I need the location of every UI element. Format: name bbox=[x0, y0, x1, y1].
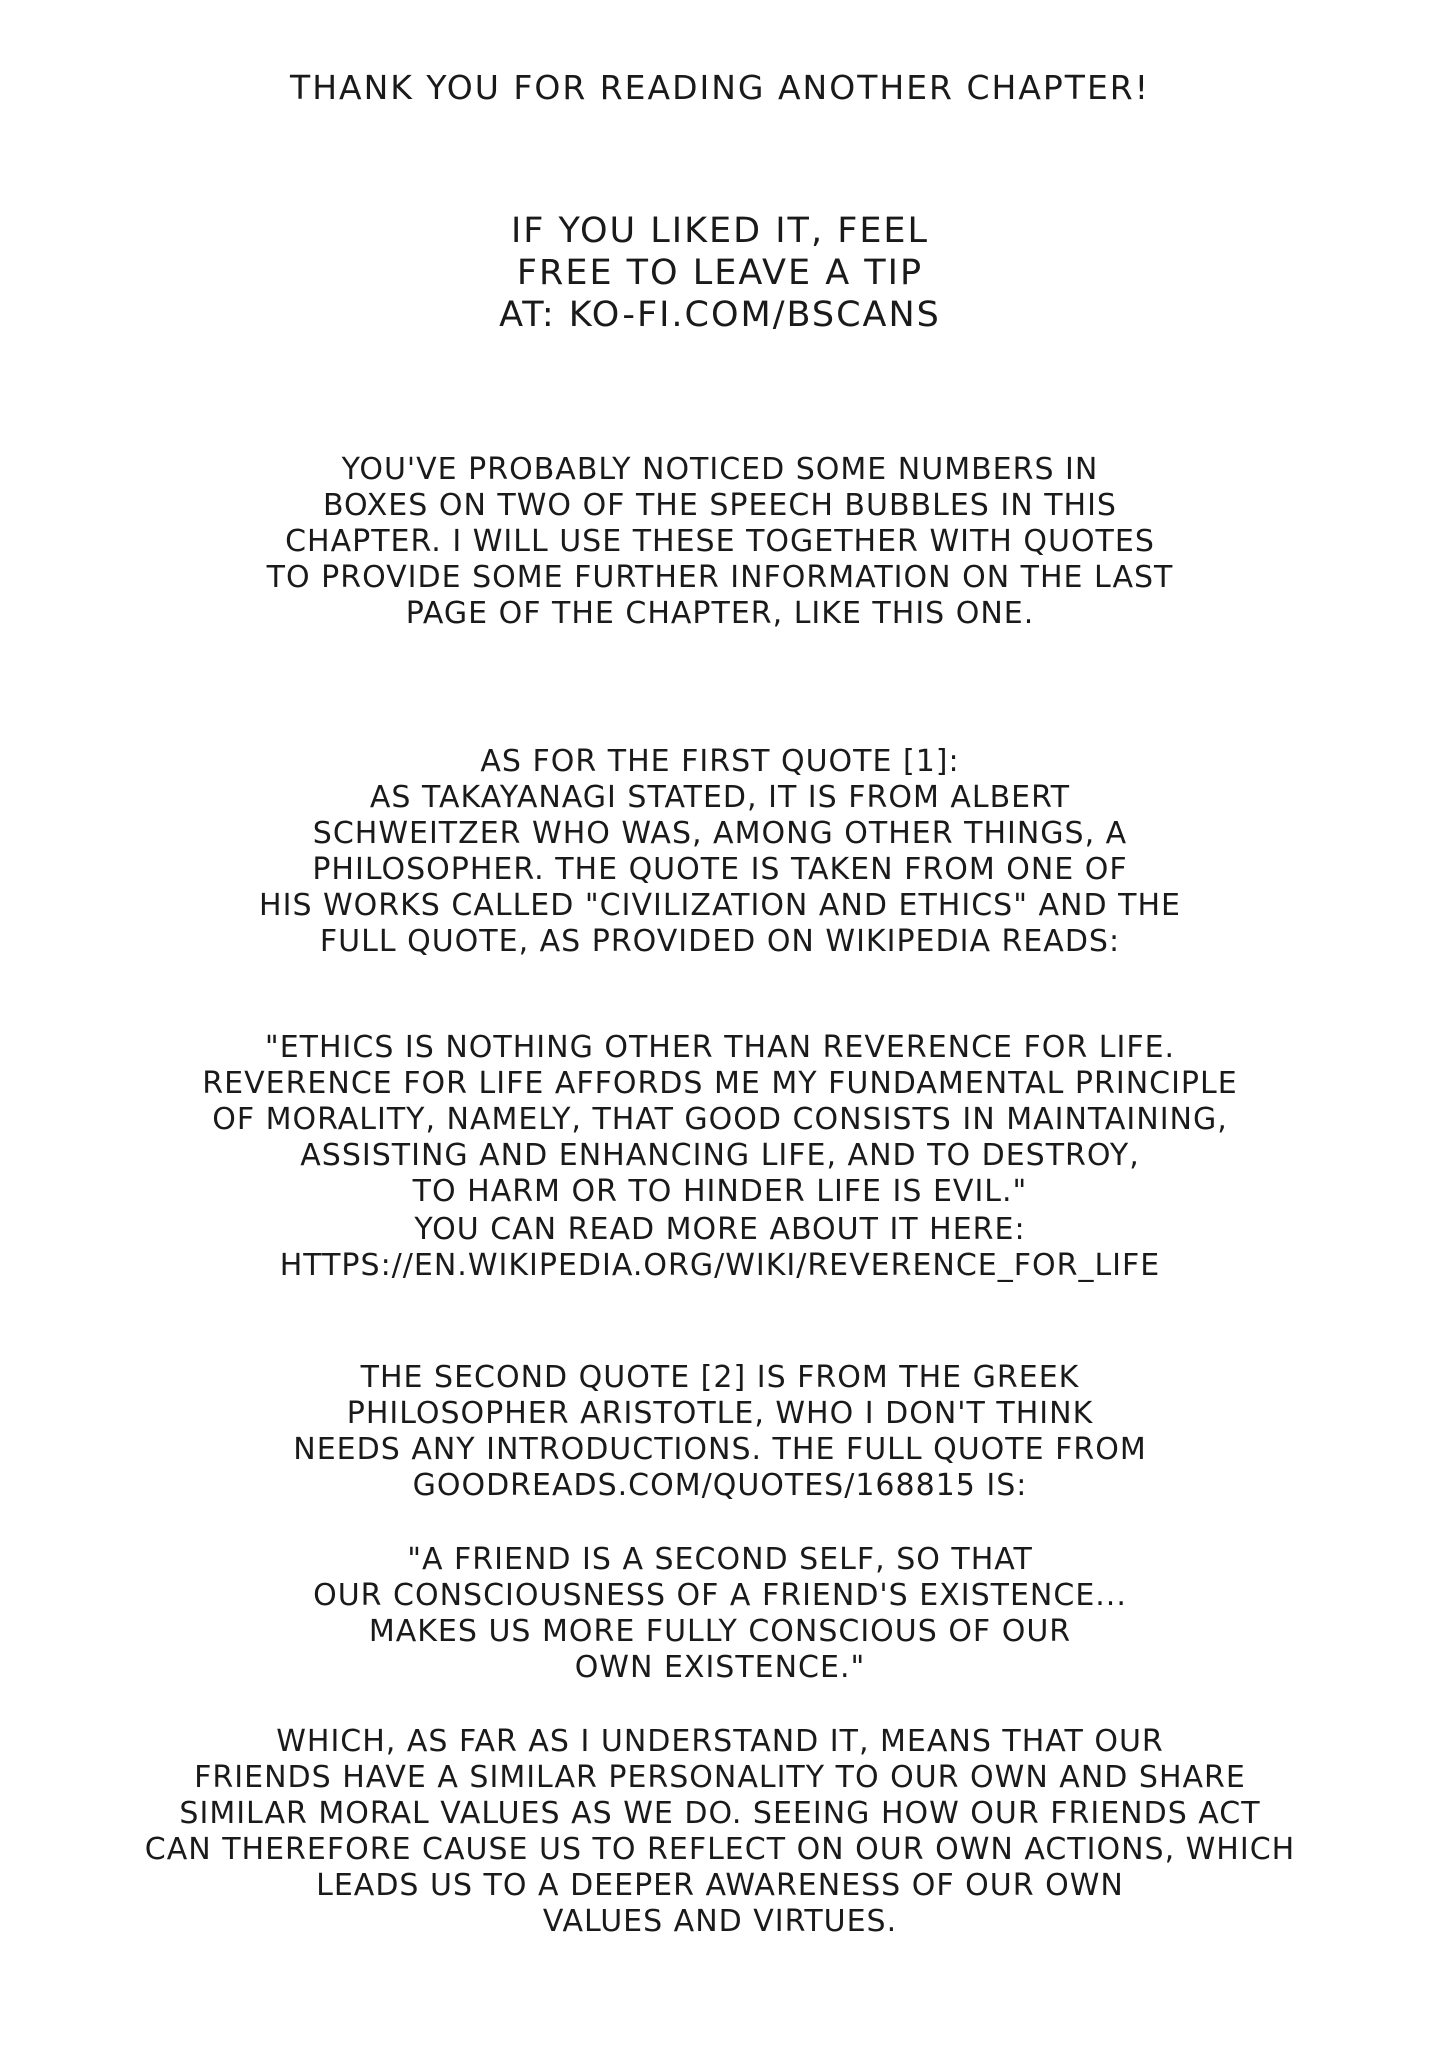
second-quote-line: THE SECOND QUOTE [2] IS FROM THE GREEK bbox=[360, 1360, 1080, 1395]
intro-line: BOXES ON TWO OF THE SPEECH BUBBLES IN THIS bbox=[323, 488, 1117, 523]
thank-you-heading bbox=[0, 68, 1440, 108]
goodreads-link[interactable]: GOODREADS.COM/QUOTES/168815 IS: bbox=[412, 1468, 1028, 1503]
second-quote-paragraph bbox=[0, 1360, 1440, 1504]
intro-line: PAGE OF THE CHAPTER, LIKE THIS ONE. bbox=[405, 596, 1035, 631]
intro-paragraph bbox=[0, 452, 1440, 632]
closing-line: WHICH, AS FAR AS I UNDERSTAND IT, MEANS THAT OUR bbox=[276, 1724, 1164, 1759]
tip-line: IF YOU LIKED IT, FEEL bbox=[510, 211, 930, 251]
wikipedia-link[interactable]: HTTPS://EN.WIKIPEDIA.ORG/WIKI/REVERENCE_FOR_LIFE bbox=[279, 1248, 1161, 1283]
schweitzer-quote-line: REVERENCE FOR LIFE AFFORDS ME MY FUNDAMENTAL PRINCIPLE bbox=[202, 1066, 1238, 1101]
schweitzer-quote bbox=[0, 1030, 1440, 1210]
intro-line: TO PROVIDE SOME FURTHER INFORMATION ON THE LAST bbox=[266, 560, 1174, 595]
second-quote-line: NEEDS ANY INTRODUCTIONS. THE FULL QUOTE FROM bbox=[293, 1432, 1147, 1467]
first-quote-line: FULL QUOTE, AS PROVIDED ON WIKIPEDIA READS: bbox=[319, 924, 1121, 959]
aristotle-quote-line: OUR CONSCIOUSNESS OF A FRIEND'S EXISTENCE... bbox=[313, 1578, 1127, 1613]
closing-paragraph bbox=[0, 1724, 1440, 1940]
closing-line: SIMILAR MORAL VALUES AS WE DO. SEEING HOW OUR FRIENDS ACT bbox=[179, 1796, 1261, 1831]
closing-line: VALUES AND VIRTUES. bbox=[542, 1904, 898, 1939]
aristotle-quote bbox=[0, 1542, 1440, 1686]
tip-line: AT: KO-FI.COM/BSCANS bbox=[499, 295, 941, 335]
closing-line: LEADS US TO A DEEPER AWARENESS OF OUR OWN bbox=[316, 1868, 1124, 1903]
schweitzer-quote-line: "ETHICS IS NOTHING OTHER THAN REVERENCE FOR LIFE. bbox=[264, 1030, 1176, 1065]
first-quote-line: AS TAKAYANAGI STATED, IT IS FROM ALBERT bbox=[369, 780, 1071, 815]
aristotle-quote-line: "A FRIEND IS A SECOND SELF, SO THAT bbox=[407, 1542, 1033, 1577]
schweitzer-quote-line: ASSISTING AND ENHANCING LIFE, AND TO DESTROY, bbox=[300, 1138, 1140, 1173]
intro-line: YOU'VE PROBABLY NOTICED SOME NUMBERS IN bbox=[341, 452, 1099, 487]
first-quote-paragraph bbox=[0, 744, 1440, 960]
first-quote-line: SCHWEITZER WHO WAS, AMONG OTHER THINGS, A bbox=[312, 816, 1128, 851]
tip-paragraph bbox=[0, 210, 1440, 336]
first-quote-line: AS FOR THE FIRST QUOTE [1]: bbox=[480, 744, 960, 779]
schweitzer-quote-line: TO HARM OR TO HINDER LIFE IS EVIL." bbox=[412, 1174, 1028, 1209]
closing-line: FRIENDS HAVE A SIMILAR PERSONALITY TO OUR OWN AND SHARE bbox=[194, 1760, 1246, 1795]
read-more-line: YOU CAN READ MORE ABOUT IT HERE: bbox=[414, 1212, 1026, 1247]
schweitzer-quote-line: OF MORALITY, NAMELY, THAT GOOD CONSISTS IN MAINTAINING, bbox=[212, 1102, 1228, 1137]
thank-you-line: THANK YOU FOR READING ANOTHER CHAPTER! bbox=[290, 68, 1150, 107]
intro-line: CHAPTER. I WILL USE THESE TOGETHER WITH QUOTES bbox=[285, 524, 1155, 559]
aristotle-quote-line: MAKES US MORE FULLY CONSCIOUS OF OUR bbox=[368, 1614, 1072, 1649]
second-quote-line: PHILOSOPHER ARISTOTLE, WHO I DON'T THINK bbox=[346, 1396, 1094, 1431]
first-quote-line: HIS WORKS CALLED "CIVILIZATION AND ETHICS" AND THE bbox=[259, 888, 1181, 923]
tip-line: FREE TO LEAVE A TIP bbox=[516, 253, 924, 293]
read-more-paragraph bbox=[0, 1212, 1440, 1284]
aristotle-quote-line: OWN EXISTENCE." bbox=[574, 1650, 866, 1685]
first-quote-line: PHILOSOPHER. THE QUOTE IS TAKEN FROM ONE OF bbox=[312, 852, 1128, 887]
closing-line: CAN THEREFORE CAUSE US TO REFLECT ON OUR OWN ACTIONS, WHICH bbox=[144, 1832, 1296, 1867]
